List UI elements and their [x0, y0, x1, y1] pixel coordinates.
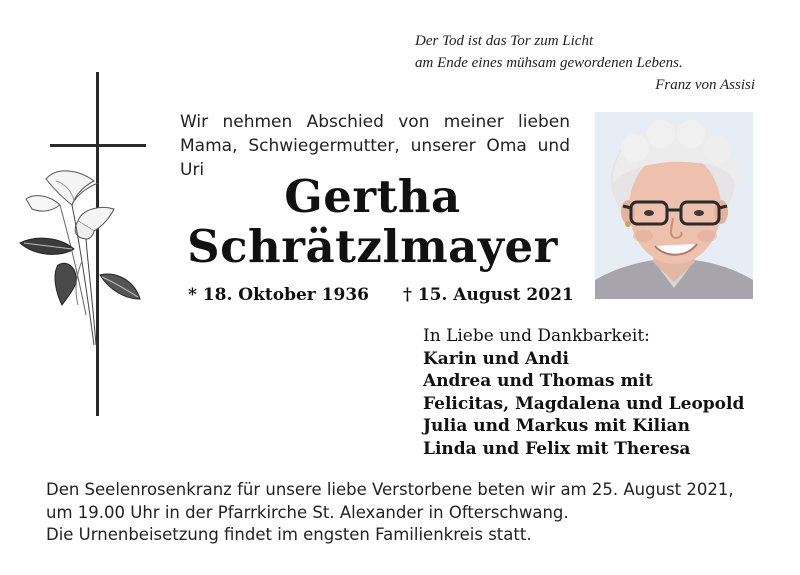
family-block — [423, 325, 753, 461]
family-member: Julia und Markus mit Kilian — [423, 416, 690, 437]
notice-line-3: Die Urnenbeisetzung findet im engsten Familienkreis statt. — [46, 525, 532, 544]
deceased-last-name: Schrätzlmayer — [187, 220, 558, 273]
family-member: Linda und Felix mit Theresa — [423, 438, 691, 459]
service-notice — [46, 479, 766, 547]
family-member: Andrea und Thomas mit — [423, 371, 653, 392]
quote-line-2: am Ende eines mühsam gewordenen Lebens. — [415, 55, 683, 71]
notice-line-1: Den Seelenrosenkranz für unsere liebe Verstorbene beten wir am 25. August 2021, — [46, 480, 734, 499]
intro-line-1: Wir nehmen Abschied von meiner lieben — [180, 112, 570, 132]
family-member: Felicitas, Magdalena und Leopold — [423, 393, 745, 414]
cross-bar — [50, 144, 146, 147]
birth-date: * 18. Oktober 1936 — [188, 285, 369, 305]
portrait-photo — [595, 112, 753, 299]
quote-line-1: Der Tod ist das Tor zum Licht — [415, 33, 594, 49]
family-member: Karin und Andi — [423, 348, 569, 369]
deceased-first-name: Gertha — [284, 170, 461, 223]
calla-lily-icon — [16, 165, 146, 365]
quote-block — [330, 30, 755, 96]
quote-author: Franz von Assisi — [655, 77, 755, 93]
death-date: † 15. August 2021 — [402, 285, 574, 305]
portrait-illustration — [595, 112, 753, 299]
notice-line-2: um 19.00 Uhr in der Pfarrkirche St. Alexander in Ofterschwang. — [46, 502, 569, 522]
intro-line-2: Mama, Schwiegermutter, unserer Oma und Uri — [180, 136, 570, 180]
life-dates — [188, 283, 574, 307]
family-lead: In Liebe und Dankbarkeit: — [423, 326, 650, 346]
